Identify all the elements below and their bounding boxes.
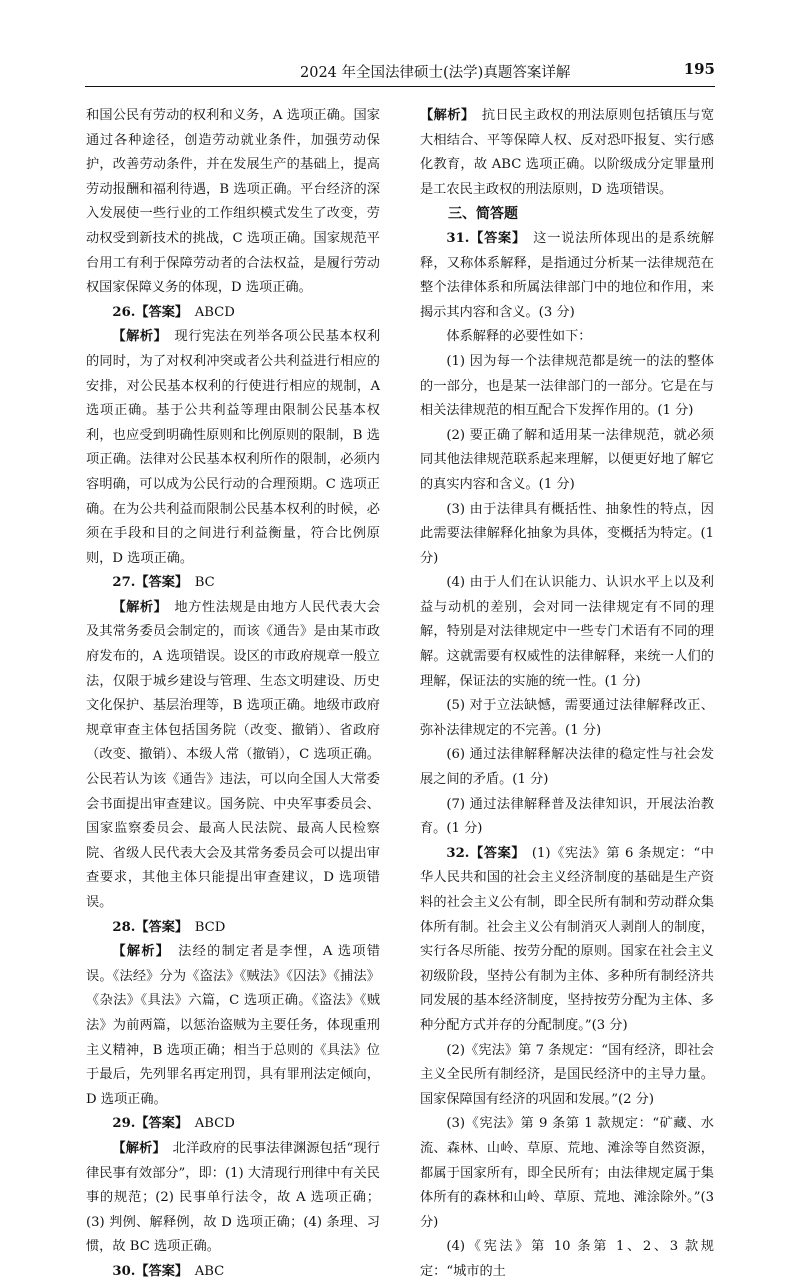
answer-label: 31.【答案】 (446, 230, 526, 246)
answer-label: 27.【答案】 (112, 575, 189, 591)
answer-label: 28.【答案】 (112, 919, 189, 935)
analysis-label: 【解析】 (112, 944, 171, 960)
paragraph (420, 571, 714, 694)
answer-line (86, 1260, 380, 1285)
paragraph-text: (5) 对于立法缺憾，需要通过法律解释改正、弥补法律规定的不完善。(1 分) (420, 698, 714, 738)
paragraph (86, 104, 380, 301)
answer-line (86, 1112, 380, 1137)
paragraph-text: ABCD (194, 304, 235, 320)
section-heading (420, 202, 714, 227)
answer-label: 30.【答案】 (112, 1263, 189, 1279)
paragraph-text: (3) 由于法律具有概括性、抽象性的特点，因此需要法律解释化抽象为具体，变概括为特定。(1 分) (420, 501, 714, 566)
paragraph-text: BCD (194, 919, 226, 935)
paragraph (420, 498, 714, 572)
analysis-paragraph (86, 1137, 380, 1260)
analysis-label: 【解析】 (420, 108, 475, 123)
paragraph (420, 1235, 714, 1284)
left-column (86, 104, 380, 1285)
answer-label: 26.【答案】 (112, 304, 189, 320)
analysis-paragraph (86, 325, 380, 571)
paragraph-text: 地方性法规是由地方人民代表大会及其常务委员会制定的，而该《通告》是由某市政府发布的，A 选项错误。设区的市政府规章一般立法，仅限于城乡建设与管理、生态文明建设、历史文化保护、基层治理等，B 选项正确。地级市政府规章审查主体包括国务院（改变、撤销）、省政府（改变、撤销）、本级人常（撤销），C 选项正确。公民若认为该《通告》违法，可以向全国人大常委会书面提出审查建议。国务院、中央军事委员会、国家监察委员会、最高人民法院、最高人民检察院、省级人民代表大会及其常务委员会可以提出审查要求，其他主体只能提出审查建议，D 选项错误。 (86, 599, 381, 910)
paragraph (420, 1112, 714, 1235)
paragraph-text: 这一说法所体现出的是系统解释，又称体系解释，是指通过分析某一法律规范在整个法律体系和所属法律部门中的地位和作用，来揭示其内容和含义。(3 分) (420, 230, 714, 320)
answer-line (86, 916, 380, 941)
paragraph-text: (1) 因为每一个法律规范都是统一的法的整体的一部分，也是某一法律部门的一部分。它是在与相关法律规范的相互配合下发挥作用的。(1 分) (420, 353, 714, 419)
answer-line (86, 301, 380, 326)
book-title: 2024 年全国法律硕士(法学)真题答案详解 (300, 65, 571, 81)
paragraph-text: 现行宪法在列举各项公民基本权利的同时，为了对权利冲突或者公共利益进行相应的安排，对公民基本权利的行使进行相应的规制，A 选项正确。基于公共利益等理由限制公民基本权利，也应受到明确性原则和比例原则的限制，B 选项正确。法律对公民基本权利所作的限制，必须内容明确，可以成为公民行动的合理预期。C 选项正确。在为公共利益而限制公民基本权利的时候，必须在手段和目的之间进行利益衡量，符合比例原则，D 选项正确。 (86, 329, 381, 566)
header-rule (85, 86, 715, 87)
paragraph-text: (3)《宪法》第 9 条第 1 款规定：“矿藏、水流、森林、山岭、草原、荒地、滩涂等自然资源，都属于国家所有，即全民所有；由法律规定属于集体所有的森林和山岭、草原、荒地、滩涂除外。”(3 分) (420, 1116, 714, 1230)
analysis-label: 【解析】 (112, 329, 168, 345)
paragraph-text: (2) 要正确了解和适用某一法律规范，就必须同其他法律规范联系起来理解，以便更好地了解它的真实内容和含义。(1 分) (420, 427, 714, 492)
answer-line (420, 842, 714, 1039)
answer-label: 29.【答案】 (112, 1116, 189, 1132)
paragraph-text: 和国公民有劳动的权利和义务，A 选项正确。国家通过各种途径，创造劳动就业条件，加强劳动保护，改善劳动条件，并在发展生产的基础上，提高劳动报酬和福利待遇，B 选项正确。平台经济的深入发展使一些行业的工作组织模式发生了改变，劳动权受到新技术的挑战，C 选项正确。国家规范平台用工有利于保障劳动者的合法权益，是履行劳动权国家保障义务的体现，D 选项正确。 (86, 108, 380, 296)
analysis-label: 【解析】 (112, 599, 168, 615)
paragraph-text: ABC (194, 1263, 225, 1279)
answer-label: 32.【答案】 (446, 845, 526, 861)
paragraph-text: (6) 通过法律解释解决法律的稳定性与社会发展之间的矛盾。(1 分) (420, 747, 714, 788)
paragraph-text: 体系解释的必要性如下： (446, 329, 592, 345)
analysis-label: 【解析】 (112, 1140, 166, 1156)
paragraph (420, 1039, 714, 1113)
page-header (85, 58, 715, 84)
paragraph-text: (1)《宪法》第 6 条规定：“中华人民共和国的社会主义经济制度的基础是生产资料的社会主义公有制，即全民所有制和劳动群众集体所有制。社会主义公有制消灭人剥削人的制度，实行各尽所能、按劳分配的原则。国家在社会主义初级阶段，坚持公有制为主体、多种所有制经济共同发展的基本经济制度，坚持按劳分配为主体、多种分配方式并存的分配制度。”(3 分) (420, 845, 714, 1033)
paragraph-text: 三、简答题 (448, 206, 518, 223)
paragraph-text: ABCD (194, 1116, 235, 1132)
paragraph-text: (2)《宪法》第 7 条规定：“国有经济，即社会主义全民所有制经济，是国民经济中的主导力量。国家保障国有经济的巩固和发展。”(2 分) (420, 1042, 714, 1107)
analysis-paragraph (86, 940, 380, 1112)
paragraph-text: BC (194, 575, 215, 591)
analysis-paragraph (86, 596, 380, 916)
paragraph (420, 743, 714, 792)
paragraph-text: (4)《宪法》第 10 条第 1、2、3 款规定：“城市的土 (420, 1239, 714, 1279)
answer-line (86, 571, 380, 596)
right-column (420, 104, 714, 1285)
page-number: 195 (683, 60, 715, 78)
paragraph-text: (7) 通过法律解释普及法律知识，开展法治教育。(1 分) (420, 796, 714, 837)
paragraph-text: 法经的制定者是李悝，A 选项错误。《法经》分为《盗法》《贼法》《囚法》《捕法》《杂法》《具法》六篇，C 选项正确。《盗法》《贼法》为前两篇，以惩治盗贼为主要任务，体现重刑主义精神，B 选项正确；相当于总则的《具法》位于最后，先列罪名再定刑罚，具有罪刑法定倾向，D 选项正确。 (86, 944, 381, 1107)
paragraph (420, 350, 714, 424)
analysis-paragraph (420, 104, 714, 202)
paragraph (420, 325, 714, 350)
paragraph (420, 424, 714, 498)
answer-line (420, 227, 714, 325)
paragraph (420, 694, 714, 743)
paragraph-text: (4) 由于人们在认识能力、认识水平上以及利益与动机的差别，会对同一法律规定有不同的理解，特别是对法律规定中一些专门术语有不同的理解。这就需要有权威性的法律解释，来统一人们的理解，保证法的实施的统一性。(1 分) (420, 575, 714, 689)
paragraph-text: 抗日民主政权的刑法原则包括镇压与宽大相结合、平等保障人权、反对恐吓报复、实行感化教育，故 ABC 选项正确。以阶级成分定罪量刑是工农民主政权的刑法原则，D 选项错误。 (420, 108, 715, 197)
paragraph (420, 793, 714, 842)
paragraph-text: 北洋政府的民事法律渊源包括“现行律民事有效部分”，即：(1) 大清现行刑律中有关民事的规范；(2) 民事单行法令，故 A 选项正确；(3) 判例、解释例，故 D 选项正确；(4) 条理、习惯，故 BC 选项正确。 (86, 1140, 380, 1255)
